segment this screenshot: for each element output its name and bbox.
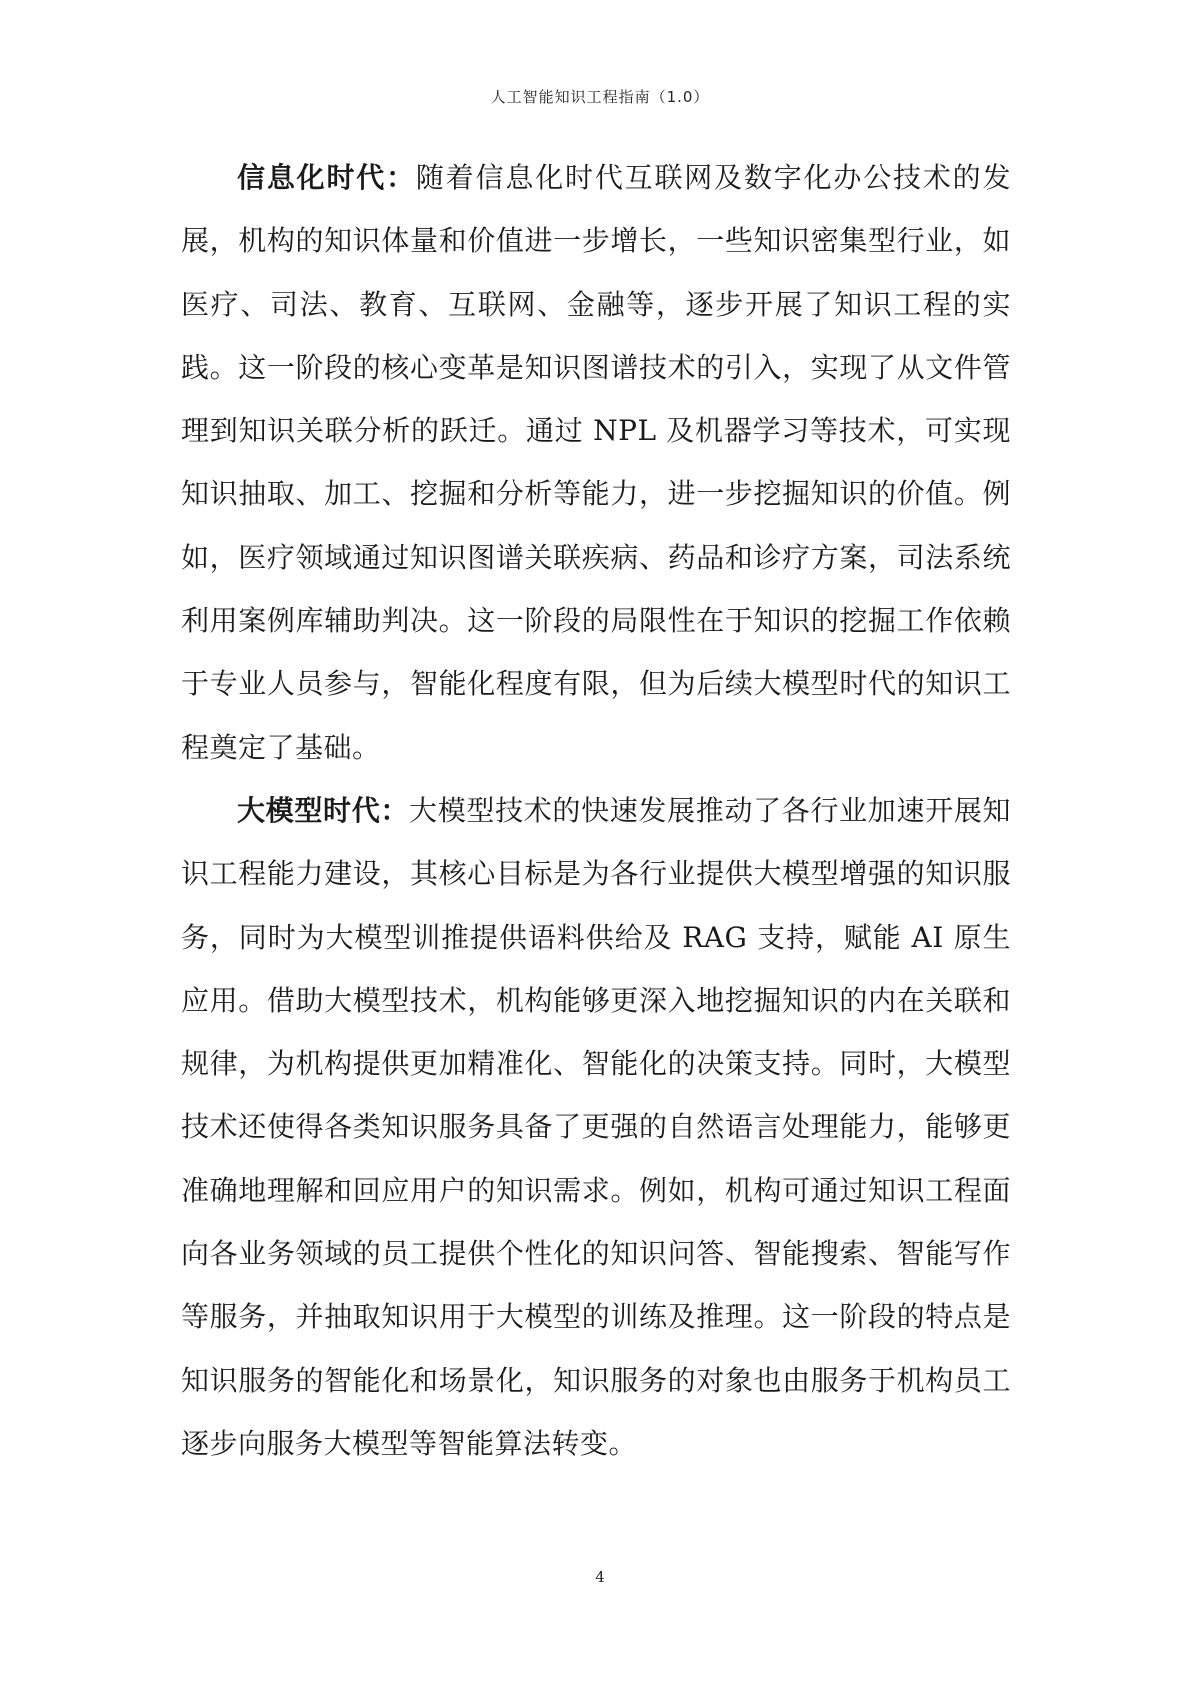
paragraph-lead: 大模型时代：: [237, 793, 410, 827]
paragraph-lead: 信息化时代：: [237, 161, 416, 194]
paragraph-text: 随着信息化时代互联网及数字化办公技术的发展，机构的知识体量和价值进一步增长，一些知识密集型行业，如医疗、司法、教育、互联网、金融等，逐步开展了知识工程的实践。这一阶段的核心变革是知识图谱技术的引入，实现了从文件管理到知识关联分析的跃迁。通过 NPL 及机器学习等技术，可实现知识抽取、加工、挖掘和分析等能力，进一步挖掘知识的价值。例如，医疗领域通过知识图谱关联疾病、药品和诊疗方案，司法系统利用案例库辅助判决。这一阶段的局限性在于知识的挖掘工作依赖于专业人员参与，智能化程度有限，但为后续大模型时代的知识工程奠定了基础。: [181, 161, 1011, 764]
page-number-value: 4: [595, 1568, 605, 1586]
document-body: [181, 146, 1011, 1475]
page-number: [0, 1568, 1200, 1586]
paragraph-text: 大模型技术的快速发展推动了各行业加速开展知识工程能力建设，其核心目标是为各行业提供大模型增强的知识服务，同时为大模型训推提供语料供给及 RAG 支持，赋能 AI 原生应用。借助大模型技术，机构能够更深入地挖掘知识的内在关联和规律，为机构提供更加精准化、智能化的决策支持。同时，大模型技术还使得各类知识服务具备了更强的自然语言处理能力，能够更准确地理解和回应用户的知识需求。例如，机构可通过知识工程面向各业务领域的员工提供个性化的知识问答、智能搜索、智能写作等服务，并抽取知识用于大模型的训练及推理。这一阶段的特点是知识服务的智能化和场景化，知识服务的对象也由服务于机构员工逐步向服务大模型等智能算法转变。: [181, 793, 1011, 1460]
paragraph-informatization-era: [181, 146, 1011, 779]
document-title: 人工智能知识工程指南（1.0）: [490, 88, 710, 106]
page-header: [0, 86, 1200, 107]
paragraph-large-model-era: [181, 779, 1011, 1475]
